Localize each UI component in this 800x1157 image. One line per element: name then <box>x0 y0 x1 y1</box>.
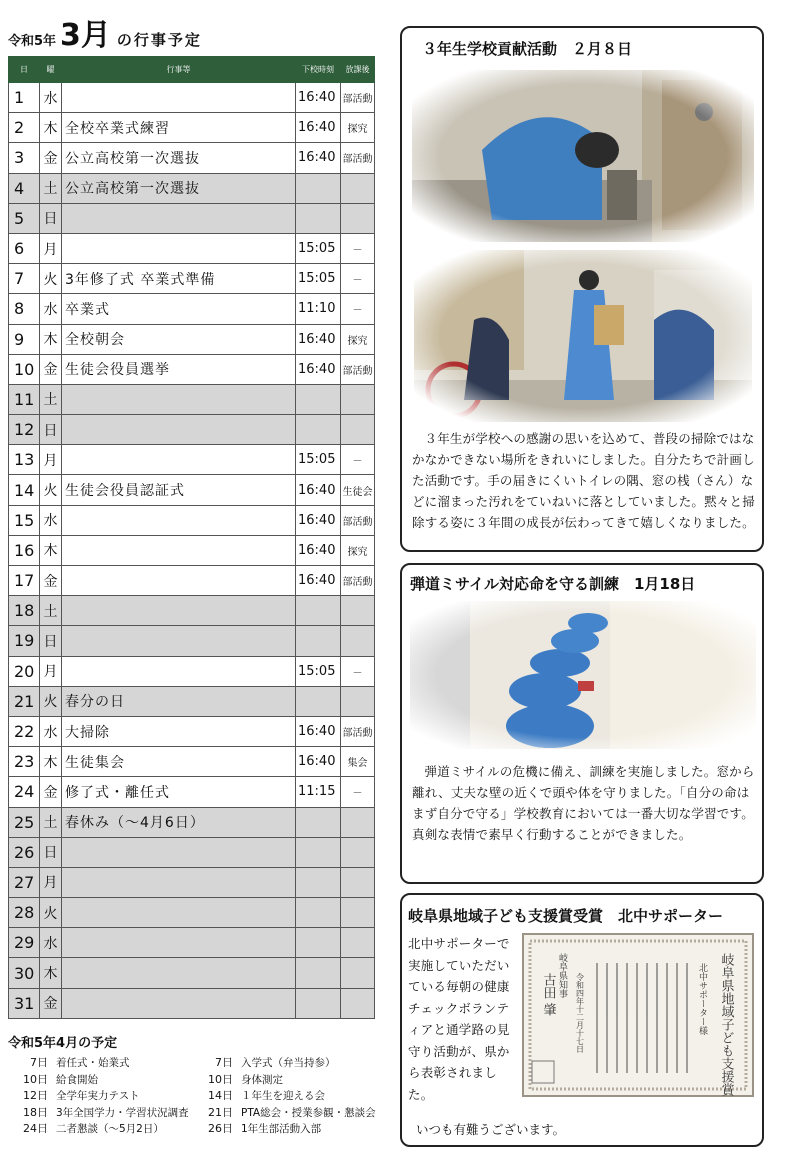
after-school-cell <box>341 898 375 928</box>
weekday-cell: 火 <box>40 686 62 716</box>
table-row <box>9 716 375 746</box>
april-event: １年生を迎える会 <box>241 1090 325 1102</box>
april-item <box>8 1072 193 1089</box>
event-cell <box>62 928 296 958</box>
after-school-cell: － <box>341 294 375 324</box>
event-cell <box>62 203 296 233</box>
day-cell: 17 <box>9 566 40 596</box>
april-item <box>8 1121 193 1138</box>
weekday-cell: 水 <box>40 294 62 324</box>
weekday-cell: 木 <box>40 535 62 565</box>
weekday-cell: 月 <box>40 445 62 475</box>
day-cell: 23 <box>9 747 40 777</box>
after-school-cell <box>341 837 375 867</box>
table-row <box>9 113 375 143</box>
april-event: 3年全国学力・学習状況調査 <box>56 1106 189 1119</box>
april-date: 7日 <box>30 1056 48 1069</box>
table-row <box>9 988 375 1018</box>
cert-date: 令和四年十二月十七日 <box>575 973 585 1053</box>
day-cell: 11 <box>9 384 40 414</box>
article-body: 北中サポーターで実施していただいている毎朝の健康チェックボランティアと通学路の見守り活動が、県から表彰されました。 <box>408 936 510 1102</box>
april-item <box>193 1055 378 1072</box>
day-cell: 26 <box>9 837 40 867</box>
event-cell <box>62 988 296 1018</box>
table-row <box>9 143 375 173</box>
april-item <box>8 1055 193 1072</box>
dismissal-time-cell: 16:40 <box>296 566 341 596</box>
weekday-cell: 土 <box>40 173 62 203</box>
after-school-cell: － <box>341 777 375 807</box>
weekday-cell: 日 <box>40 837 62 867</box>
day-cell: 16 <box>9 535 40 565</box>
event-cell <box>62 837 296 867</box>
day-cell: 20 <box>9 656 40 686</box>
april-event: PTA総会・授業参観・懇談会 <box>241 1106 376 1119</box>
day-cell: 28 <box>9 898 40 928</box>
title-month: 3月 <box>60 18 111 53</box>
table-row <box>9 264 375 294</box>
event-cell <box>62 445 296 475</box>
dismissal-time-cell <box>296 384 341 414</box>
after-school-cell: 部活動 <box>341 566 375 596</box>
dismissal-time-cell: 15:05 <box>296 264 341 294</box>
event-cell <box>62 656 296 686</box>
event-cell: 大掃除 <box>62 716 296 746</box>
day-cell: 5 <box>9 203 40 233</box>
table-row <box>9 384 375 414</box>
table-row <box>9 596 375 626</box>
after-school-cell <box>341 203 375 233</box>
april-date: 26日 <box>208 1122 233 1135</box>
day-cell: 2 <box>9 113 40 143</box>
after-school-cell <box>341 173 375 203</box>
after-school-cell: 探究 <box>341 324 375 354</box>
col-header-day: 日 <box>9 57 40 83</box>
day-cell: 10 <box>9 354 40 384</box>
after-school-cell: 集会 <box>341 747 375 777</box>
article-award <box>400 893 764 1147</box>
weekday-cell: 水 <box>40 716 62 746</box>
after-school-cell: 探究 <box>341 535 375 565</box>
table-row <box>9 535 375 565</box>
dismissal-time-cell <box>296 837 341 867</box>
weekday-cell: 金 <box>40 354 62 384</box>
day-cell: 31 <box>9 988 40 1018</box>
april-date: 18日 <box>23 1105 48 1119</box>
day-cell: 7 <box>9 264 40 294</box>
article-missile-drill <box>400 563 764 884</box>
col-header-weekday: 曜 <box>40 57 62 83</box>
event-cell <box>62 566 296 596</box>
day-cell: 24 <box>9 777 40 807</box>
table-row <box>9 837 375 867</box>
table-row <box>9 294 375 324</box>
day-cell: 21 <box>9 686 40 716</box>
article-body: 弾道ミサイルの危機に備え、訓練を実施しました。窓から離れ、丈夫な壁の近くで頭や体を守りました。「自分の命はまず自分で守る」学校教育においては一番大切な学習です。真剣な表情で素早く行動することができました。 <box>412 764 755 842</box>
event-cell: 生徒会役員選挙 <box>62 354 296 384</box>
after-school-cell: 探究 <box>341 113 375 143</box>
april-date: 10日 <box>208 1072 233 1086</box>
dismissal-time-cell <box>296 415 341 445</box>
table-row <box>9 626 375 656</box>
event-cell: 春分の日 <box>62 686 296 716</box>
dismissal-time-cell: 15:05 <box>296 445 341 475</box>
cert-name: 古田 肇 <box>540 973 556 1017</box>
after-school-cell: － <box>341 445 375 475</box>
event-cell: 生徒会役員認証式 <box>62 475 296 505</box>
after-school-cell <box>341 686 375 716</box>
dismissal-time-cell <box>296 928 341 958</box>
after-school-cell <box>341 988 375 1018</box>
cert-issuer: 岐阜県知事 <box>557 953 567 998</box>
after-school-cell <box>341 415 375 445</box>
day-cell: 13 <box>9 445 40 475</box>
after-school-cell <box>341 384 375 414</box>
day-cell: 8 <box>9 294 40 324</box>
title-suffix: の行事予定 <box>116 31 202 49</box>
april-event: 全学年実力テスト <box>56 1090 140 1102</box>
table-row <box>9 807 375 837</box>
table-row <box>9 505 375 535</box>
event-cell <box>62 505 296 535</box>
weekday-cell: 日 <box>40 203 62 233</box>
after-school-cell: 部活動 <box>341 716 375 746</box>
day-cell: 1 <box>9 83 40 113</box>
article-title: ３年生学校貢献活動 ２月８日 <box>422 40 633 58</box>
table-row <box>9 867 375 897</box>
weekday-cell: 月 <box>40 656 62 686</box>
dismissal-time-cell: 11:10 <box>296 294 341 324</box>
article-contribution <box>400 26 764 552</box>
col-header-after: 放課後 <box>341 57 375 83</box>
article-title: 弾道ミサイル対応命を守る訓練 1月18日 <box>410 575 696 593</box>
article-title: 岐阜県地域子ども支援賞受賞 北中サポーター <box>408 907 724 925</box>
april-date: 14日 <box>208 1089 233 1102</box>
after-school-cell: 部活動 <box>341 505 375 535</box>
after-school-cell <box>341 928 375 958</box>
april-event: 給食開始 <box>56 1073 98 1086</box>
event-cell <box>62 596 296 626</box>
event-cell <box>62 898 296 928</box>
dismissal-time-cell: 16:40 <box>296 324 341 354</box>
april-item <box>193 1072 378 1089</box>
dismissal-time-cell: 16:40 <box>296 535 341 565</box>
dismissal-time-cell <box>296 958 341 988</box>
day-cell: 19 <box>9 626 40 656</box>
dismissal-time-cell <box>296 203 341 233</box>
event-cell <box>62 867 296 897</box>
weekday-cell: 金 <box>40 143 62 173</box>
after-school-cell: － <box>341 264 375 294</box>
col-header-event: 行事等 <box>62 57 296 83</box>
april-row <box>8 1088 378 1105</box>
weekday-cell: 日 <box>40 415 62 445</box>
table-row <box>9 475 375 505</box>
day-cell: 27 <box>9 867 40 897</box>
award-certificate-image <box>522 933 754 1097</box>
weekday-cell: 水 <box>40 505 62 535</box>
day-cell: 30 <box>9 958 40 988</box>
dismissal-time-cell <box>296 173 341 203</box>
col-header-time: 下校時刻 <box>296 57 341 83</box>
weekday-cell: 水 <box>40 83 62 113</box>
dismissal-time-cell: 16:40 <box>296 505 341 535</box>
after-school-cell <box>341 626 375 656</box>
dismissal-time-cell <box>296 867 341 897</box>
day-cell: 14 <box>9 475 40 505</box>
day-cell: 3 <box>9 143 40 173</box>
day-cell: 9 <box>9 324 40 354</box>
table-row <box>9 233 375 263</box>
after-school-cell: 部活動 <box>341 83 375 113</box>
april-row <box>8 1105 378 1122</box>
weekday-cell: 土 <box>40 807 62 837</box>
event-cell: 3年修了式 卒業式準備 <box>62 264 296 294</box>
april-event: 身体測定 <box>241 1073 283 1086</box>
april-event: 二者懇談（～5月2日） <box>56 1123 164 1135</box>
event-cell: 全校卒業式練習 <box>62 113 296 143</box>
dismissal-time-cell <box>296 596 341 626</box>
weekday-cell: 金 <box>40 988 62 1018</box>
day-cell: 25 <box>9 807 40 837</box>
dismissal-time-cell: 16:40 <box>296 354 341 384</box>
event-cell <box>62 626 296 656</box>
weekday-cell: 火 <box>40 264 62 294</box>
dismissal-time-cell: 15:05 <box>296 233 341 263</box>
after-school-cell: 部活動 <box>341 143 375 173</box>
page-title <box>8 10 202 53</box>
april-item <box>193 1105 378 1122</box>
event-cell <box>62 233 296 263</box>
table-row <box>9 777 375 807</box>
april-schedule <box>8 1032 378 1138</box>
after-school-cell: 部活動 <box>341 354 375 384</box>
dismissal-time-cell <box>296 686 341 716</box>
thanks-text: いつも有難うございます。 <box>416 1122 566 1137</box>
after-school-cell <box>341 596 375 626</box>
article-body: ３年生が学校への感謝の思いを込めて、普段の掃除ではなかなかできない場所をきれいにしました。自分たちで計画した活動です。手の届きにくいトイレの隅、窓の桟（さん）などに溜まった汚れをていねいに落としていました。黙々と掃除する姿に３年間の成長が伝わってきて嬉しくなりました。 <box>412 431 755 530</box>
event-cell <box>62 384 296 414</box>
event-cell: 生徒集会 <box>62 747 296 777</box>
dismissal-time-cell <box>296 626 341 656</box>
event-cell <box>62 83 296 113</box>
april-event: 着任式・始業式 <box>56 1057 130 1069</box>
photo-hallway-cleaning <box>414 250 752 422</box>
april-row <box>8 1072 378 1089</box>
april-date: 24日 <box>23 1122 48 1135</box>
april-item <box>193 1088 378 1105</box>
weekday-cell: 水 <box>40 928 62 958</box>
after-school-cell: 生徒会 <box>341 475 375 505</box>
cert-recipient: 北中サポーター様 <box>697 963 707 1035</box>
weekday-cell: 月 <box>40 867 62 897</box>
title-era: 令和5年 <box>8 34 57 49</box>
april-row <box>8 1055 378 1072</box>
weekday-cell: 金 <box>40 566 62 596</box>
april-item <box>193 1121 378 1138</box>
dismissal-time-cell: 16:40 <box>296 747 341 777</box>
dismissal-time-cell: 11:15 <box>296 777 341 807</box>
april-event: 入学式（弁当持参） <box>241 1057 336 1069</box>
day-cell: 4 <box>9 173 40 203</box>
table-row <box>9 203 375 233</box>
weekday-cell: 木 <box>40 747 62 777</box>
day-cell: 22 <box>9 716 40 746</box>
day-cell: 6 <box>9 233 40 263</box>
event-cell <box>62 958 296 988</box>
weekday-cell: 金 <box>40 777 62 807</box>
table-row <box>9 354 375 384</box>
march-schedule-table <box>8 56 375 1019</box>
april-event: 1年生部活動入部 <box>241 1123 322 1135</box>
table-row <box>9 415 375 445</box>
event-cell: 卒業式 <box>62 294 296 324</box>
event-cell: 修了式・離任式 <box>62 777 296 807</box>
dismissal-time-cell: 16:40 <box>296 475 341 505</box>
event-cell: 公立高校第一次選抜 <box>62 143 296 173</box>
april-title: 令和5年4月の予定 <box>8 1036 118 1051</box>
dismissal-time-cell <box>296 807 341 837</box>
dismissal-time-cell: 16:40 <box>296 716 341 746</box>
april-date: 10日 <box>23 1072 48 1086</box>
table-row <box>9 173 375 203</box>
after-school-cell: － <box>341 233 375 263</box>
dismissal-time-cell <box>296 988 341 1018</box>
photo-toilet-cleaning <box>412 70 754 242</box>
cert-heading: 岐阜県地域子ども支援賞 <box>718 953 734 1096</box>
table-row <box>9 958 375 988</box>
table-row <box>9 928 375 958</box>
table-row <box>9 83 375 113</box>
april-date: 12日 <box>23 1089 48 1102</box>
dismissal-time-cell: 16:40 <box>296 83 341 113</box>
april-date: 7日 <box>215 1056 233 1069</box>
april-item <box>8 1088 193 1105</box>
day-cell: 15 <box>9 505 40 535</box>
table-row <box>9 324 375 354</box>
event-cell: 全校朝会 <box>62 324 296 354</box>
dismissal-time-cell <box>296 898 341 928</box>
event-cell: 春休み（～4月6日） <box>62 807 296 837</box>
weekday-cell: 木 <box>40 113 62 143</box>
table-row <box>9 656 375 686</box>
april-date: 21日 <box>208 1105 233 1119</box>
event-cell: 公立高校第一次選抜 <box>62 173 296 203</box>
dismissal-time-cell: 16:40 <box>296 113 341 143</box>
dismissal-time-cell: 15:05 <box>296 656 341 686</box>
table-row <box>9 686 375 716</box>
dismissal-time-cell: 16:40 <box>296 143 341 173</box>
table-row <box>9 566 375 596</box>
event-cell <box>62 415 296 445</box>
weekday-cell: 日 <box>40 626 62 656</box>
after-school-cell <box>341 867 375 897</box>
weekday-cell: 木 <box>40 958 62 988</box>
weekday-cell: 火 <box>40 898 62 928</box>
weekday-cell: 木 <box>40 324 62 354</box>
weekday-cell: 土 <box>40 384 62 414</box>
table-header-row <box>9 57 375 83</box>
after-school-cell <box>341 958 375 988</box>
weekday-cell: 月 <box>40 233 62 263</box>
day-cell: 18 <box>9 596 40 626</box>
after-school-cell: － <box>341 656 375 686</box>
event-cell <box>62 535 296 565</box>
april-row <box>8 1121 378 1138</box>
table-row <box>9 445 375 475</box>
day-cell: 12 <box>9 415 40 445</box>
after-school-cell <box>341 807 375 837</box>
table-row <box>9 898 375 928</box>
weekday-cell: 火 <box>40 475 62 505</box>
day-cell: 29 <box>9 928 40 958</box>
weekday-cell: 土 <box>40 596 62 626</box>
april-item <box>8 1105 193 1122</box>
table-row <box>9 747 375 777</box>
photo-evacuation-drill <box>410 601 756 749</box>
